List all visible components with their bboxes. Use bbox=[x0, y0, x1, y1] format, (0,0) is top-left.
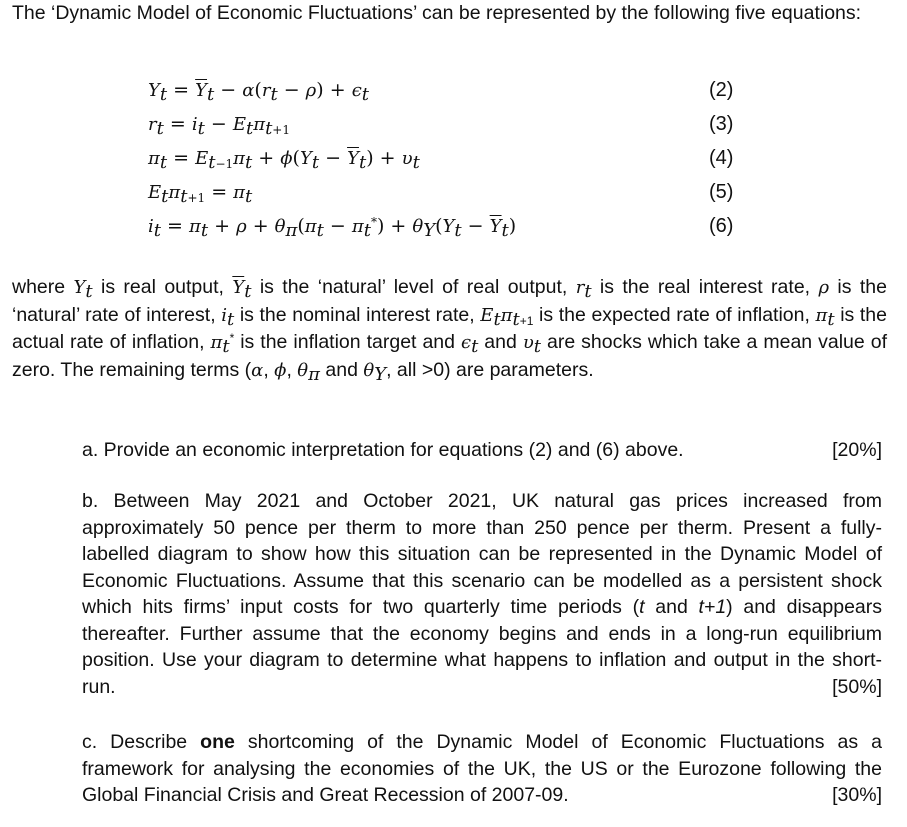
question-c-mark: [30%] bbox=[832, 784, 882, 806]
question-b-period-t: t bbox=[639, 596, 645, 618]
equation-6: $i_t = \pi_t + \rho + \theta_\pi(\pi_t - \pi_t^*) + \theta_Y(Y_t - \overline{Y}_t)$ bbox=[148, 215, 517, 241]
question-c-text: shortcoming of the Dynamic Model of Economic Fluctuations as a framework for analysing the economies of the UK, the US or the Eurozone following the Global Financial Crisis and Great Recession of 2007-09. bbox=[82, 731, 882, 806]
equation-2: $Y_t = \overline{Y}_t - \alpha(r_t - \rho) + \epsilon_t$ bbox=[148, 79, 370, 105]
question-a bbox=[82, 437, 882, 464]
equation-number: (5) bbox=[709, 181, 734, 203]
intro-text: The ‘Dynamic Model of Economic Fluctuations’ can be represented by the following five equations: bbox=[12, 2, 862, 24]
question-a-mark: [20%] bbox=[832, 439, 882, 461]
variable-definitions: where $Y_t$ is real output, $\overline{Y}_t$ is the ‘natural’ level of real output, $r_t$ is the real interest rate, ρ is the ‘natural’ rate of interest, $i_t$ is the nominal interest rate, $E_t\pi_{t+1}$ is the expected rate of inflation, $\pi_t$ is the actual rate of inflation, $\pi_t^*$ is the inflation target and $\epsilon_t$ and $\upsilon_t$ are shocks which take a mean value of zero. The remaining terms (α, ϕ, $\theta_\pi$ and $\theta_Y$, all >0) are parameters. bbox=[12, 276, 887, 385]
equation-number: (4) bbox=[709, 147, 734, 169]
question-b-text: b. Between May 2021 and October 2021, UK natural gas prices increased from approximately 50 pence per therm to more than 250 pence per therm. Present a fully-labelled diagram to show how this situation can be represented in the Dynamic Model of Economic Fluctuations. Assume that this scenario can be modelled as a persistent shock which hits firms’ input costs for two quarterly time periods ( bbox=[82, 490, 882, 618]
equation-number: (3) bbox=[709, 113, 734, 135]
question-b-mark: [50%] bbox=[832, 675, 882, 698]
equation-number: (6) bbox=[709, 215, 734, 237]
question-c bbox=[82, 729, 882, 809]
equation-row bbox=[148, 144, 748, 178]
equation-3: $r_t = i_t - E_t\pi_{t+1}$ bbox=[148, 113, 290, 139]
equation-5: $E_t\pi_{t+1} = \pi_t$ bbox=[148, 181, 253, 207]
question-c-pre: c. Describe bbox=[82, 731, 201, 753]
equation-4: $\pi_t = E_{t-1}\pi_t + \phi(Y_t - \overline{Y}_t) + \upsilon_t$ bbox=[148, 147, 420, 173]
question-a-text: a. Provide an economic interpretation for equations (2) and (6) above. bbox=[82, 439, 684, 461]
question-c-emphasis: one bbox=[200, 731, 235, 753]
equation-block bbox=[148, 76, 748, 246]
question-b bbox=[82, 488, 882, 700]
question-b-and: and bbox=[644, 596, 699, 618]
equation-row bbox=[148, 212, 748, 246]
equation-row bbox=[148, 110, 748, 144]
question-b-text-2: ) and disappears thereafter. Further assume that the economy begins and ends in a long-run equilibrium position. Use your diagram to determine what happens to inflation and output in the short-run. bbox=[82, 596, 883, 698]
equation-row bbox=[148, 76, 748, 110]
question-b-period-t1: t+1 bbox=[698, 596, 727, 618]
equation-row bbox=[148, 178, 748, 212]
equation-number: (2) bbox=[709, 79, 734, 101]
